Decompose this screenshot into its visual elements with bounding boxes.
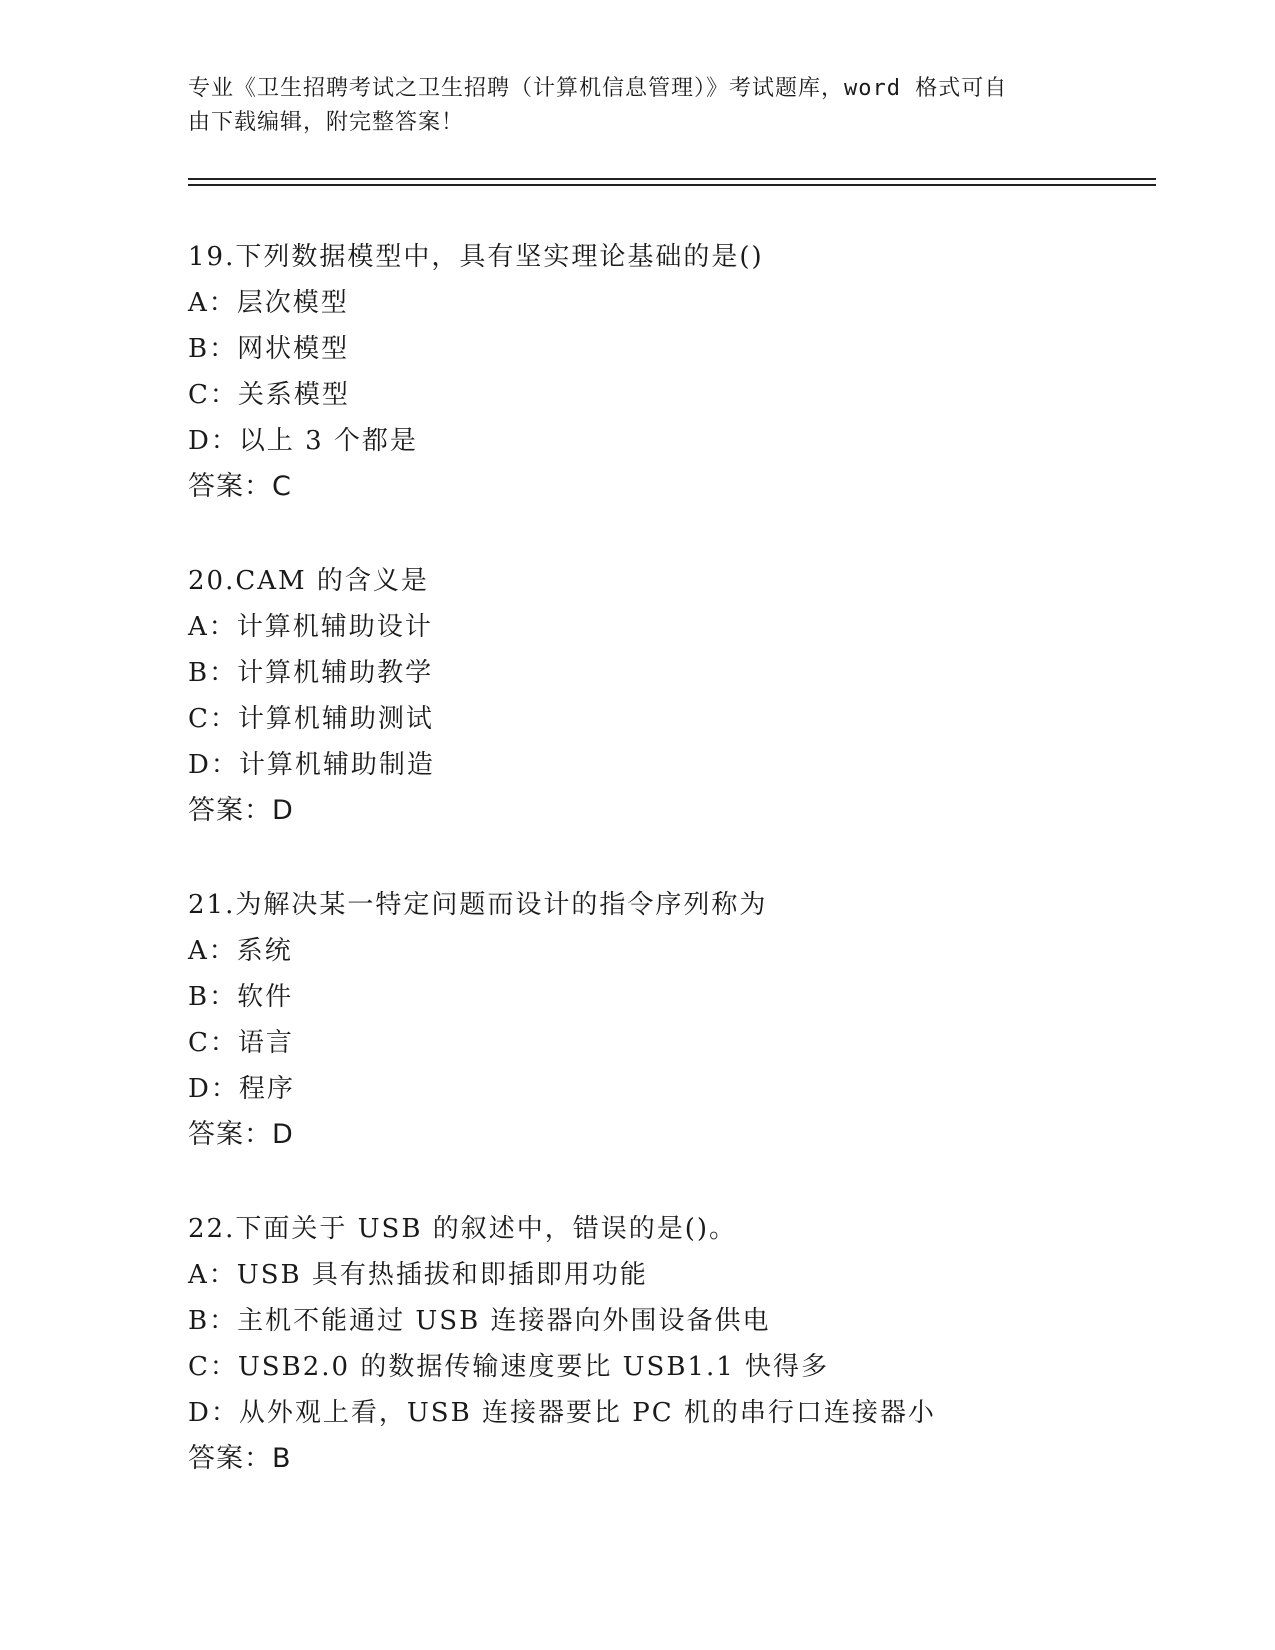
question-20 [188, 558, 1188, 834]
question-22 [188, 1206, 1188, 1482]
document-header [188, 72, 1068, 140]
option-b: B：软件 [188, 982, 294, 1012]
option-b: B：计算机辅助教学 [188, 658, 434, 688]
question-19 [188, 234, 1188, 510]
option-a: A：USB 具有热插拔和即插即用功能 [188, 1260, 648, 1290]
option-a: A：层次模型 [188, 288, 349, 318]
option-c: C：USB2.0 的数据传输速度要比 USB1.1 快得多 [188, 1352, 830, 1382]
question-stem: 20.CAM 的含义是 [188, 566, 429, 596]
option-d: D：计算机辅助制造 [188, 750, 435, 780]
question-list [188, 234, 1188, 1530]
question-stem: 22.下面关于 USB 的叙述中，错误的是()。 [188, 1214, 737, 1244]
option-d: D：程序 [188, 1074, 295, 1104]
option-c: C：语言 [188, 1028, 294, 1058]
option-a: A：计算机辅助设计 [188, 612, 433, 642]
header-line-2: 由下载编辑，附完整答案！ [188, 110, 465, 135]
option-b: B：网状模型 [188, 334, 350, 364]
question-stem: 19.下列数据模型中，具有坚实理论基础的是() [188, 242, 764, 272]
option-c: C：关系模型 [188, 380, 350, 410]
answer: 答案：B [188, 1443, 292, 1474]
question-stem: 21.为解决某一特定问题而设计的指令序列称为 [188, 890, 768, 920]
option-d: D：以上 3 个都是 [188, 426, 418, 456]
header-rule-top [188, 178, 1156, 180]
option-a: A：系统 [188, 936, 293, 966]
answer: 答案：D [188, 1119, 294, 1150]
answer: 答案：C [188, 471, 292, 502]
header-rule-bottom [188, 184, 1156, 186]
header-line-1: 专业《卫生招聘考试之卫生招聘（计算机信息管理）》考试题库，word 格式可自 [188, 76, 1008, 101]
question-21 [188, 882, 1188, 1158]
option-d: D：从外观上看，USB 连接器要比 PC 机的串行口连接器小 [188, 1398, 936, 1428]
answer: 答案：D [188, 795, 294, 826]
option-c: C：计算机辅助测试 [188, 704, 434, 734]
option-b: B：主机不能通过 USB 连接器向外围设备供电 [188, 1306, 771, 1336]
